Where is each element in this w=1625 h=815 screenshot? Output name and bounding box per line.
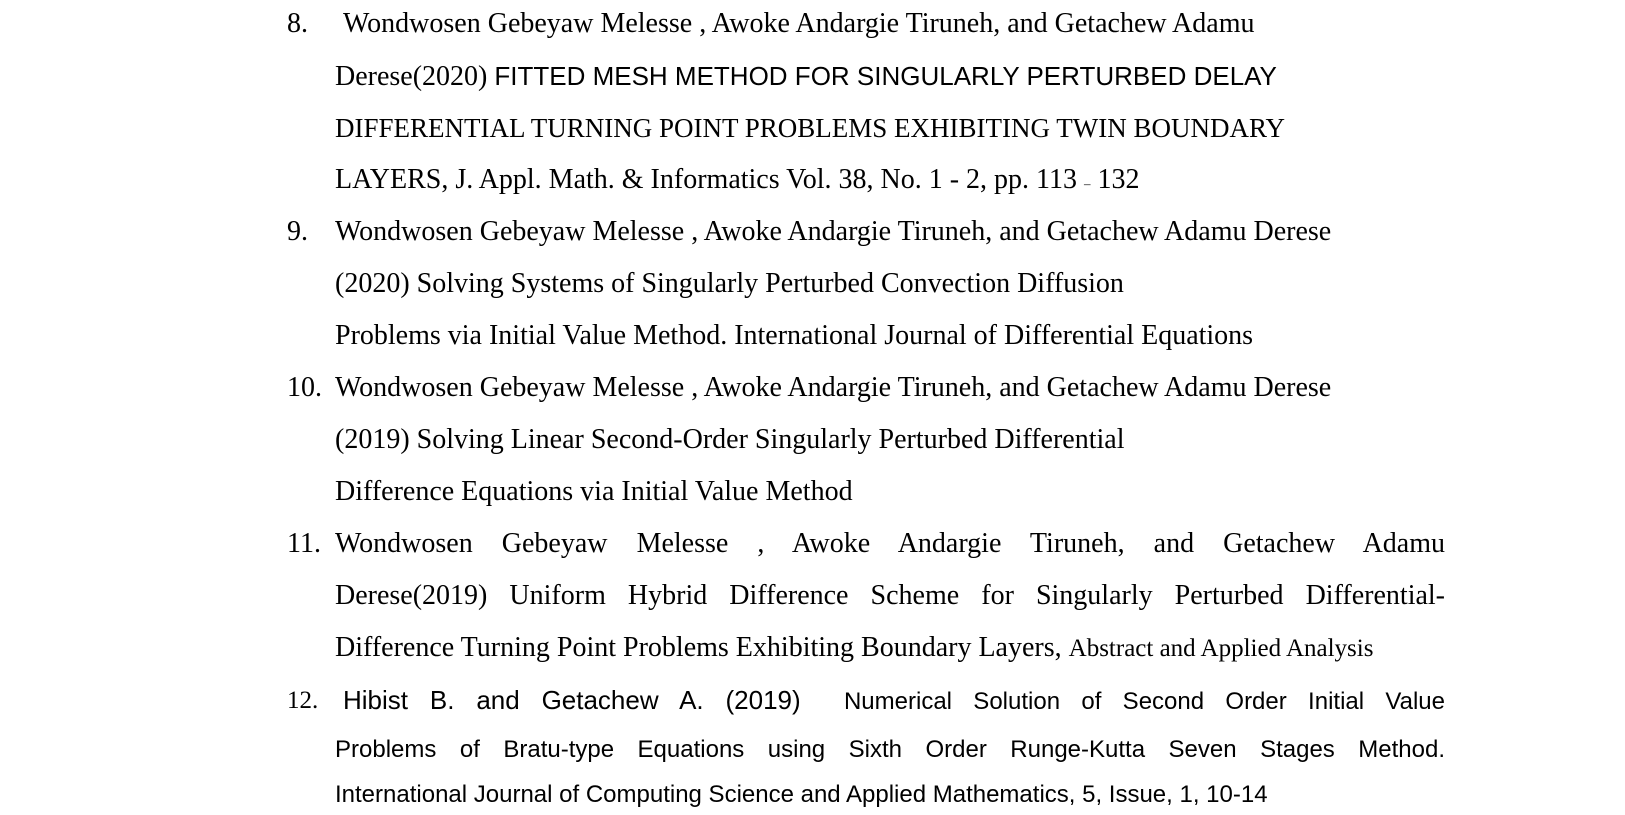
reference-line: (2019) Solving Linear Second-Order Singularly Perturbed Differential (335, 424, 1125, 455)
reference-line (335, 631, 1373, 666)
reference-line (343, 683, 1445, 719)
reference-line: Difference Equations via Initial Value Method (335, 476, 853, 507)
reference-line (335, 163, 1140, 201)
reference-page-end: 132 (1097, 164, 1140, 195)
reference-citation-segment: LAYERS, J. Appl. Math. & Informatics Vol. 38, No. 1 - 2, pp. 113 (335, 164, 1078, 195)
reference-journal-segment: Abstract and Applied Analysis (1068, 635, 1374, 662)
reference-line (335, 59, 1277, 94)
reference-line: DIFFERENTIAL TURNING POINT PROBLEMS EXHIBITING TWIN BOUNDARY (335, 113, 1285, 143)
page-range-dash: – (1084, 176, 1091, 191)
reference-number: 10. (287, 372, 322, 403)
reference-line: Derese(2019) Uniform Hybrid Difference Scheme for Singularly Perturbed Differential- (335, 580, 1445, 611)
reference-line: Wondwosen Gebeyaw Melesse , Awoke Andargie Tiruneh, and Getachew Adamu (343, 8, 1255, 39)
reference-line: Problems of Bratu-type Equations using Sixth Order Runge-Kutta Seven Stages Method. (335, 736, 1445, 763)
reference-line: International Journal of Computing Science and Applied Mathematics, 5, Issue, 1, 10-14 (335, 781, 1268, 808)
reference-year-segment: Derese(2020) (335, 61, 488, 92)
reference-title-segment: FITTED MESH METHOD FOR SINGULARLY PERTURBED DELAY (494, 61, 1277, 91)
reference-number: 11. (287, 528, 321, 559)
reference-title-segment: Difference Turning Point Problems Exhibiting Boundary Layers, (335, 632, 1062, 663)
reference-number: 12. (287, 687, 319, 714)
reference-title-segment: Numerical Solution of Second Order Initial Value (843, 688, 1446, 715)
reference-line: Problems via Initial Value Method. International Journal of Differential Equations (335, 320, 1254, 351)
reference-line: (2020) Solving Systems of Singularly Perturbed Convection Diffusion (335, 268, 1124, 299)
reference-number: 9. (287, 216, 308, 247)
reference-line: Wondwosen Gebeyaw Melesse , Awoke Andargie Tiruneh, and Getachew Adamu Derese (335, 216, 1332, 247)
reference-line: Wondwosen Gebeyaw Melesse , Awoke Andargie Tiruneh, and Getachew Adamu Derese (335, 372, 1332, 403)
reference-line: Wondwosen Gebeyaw Melesse , Awoke Andargie Tiruneh, and Getachew Adamu (335, 528, 1445, 559)
reference-number: 8. (287, 8, 308, 39)
reference-author-segment: Hibist B. and Getachew A. (2019) (343, 685, 801, 715)
